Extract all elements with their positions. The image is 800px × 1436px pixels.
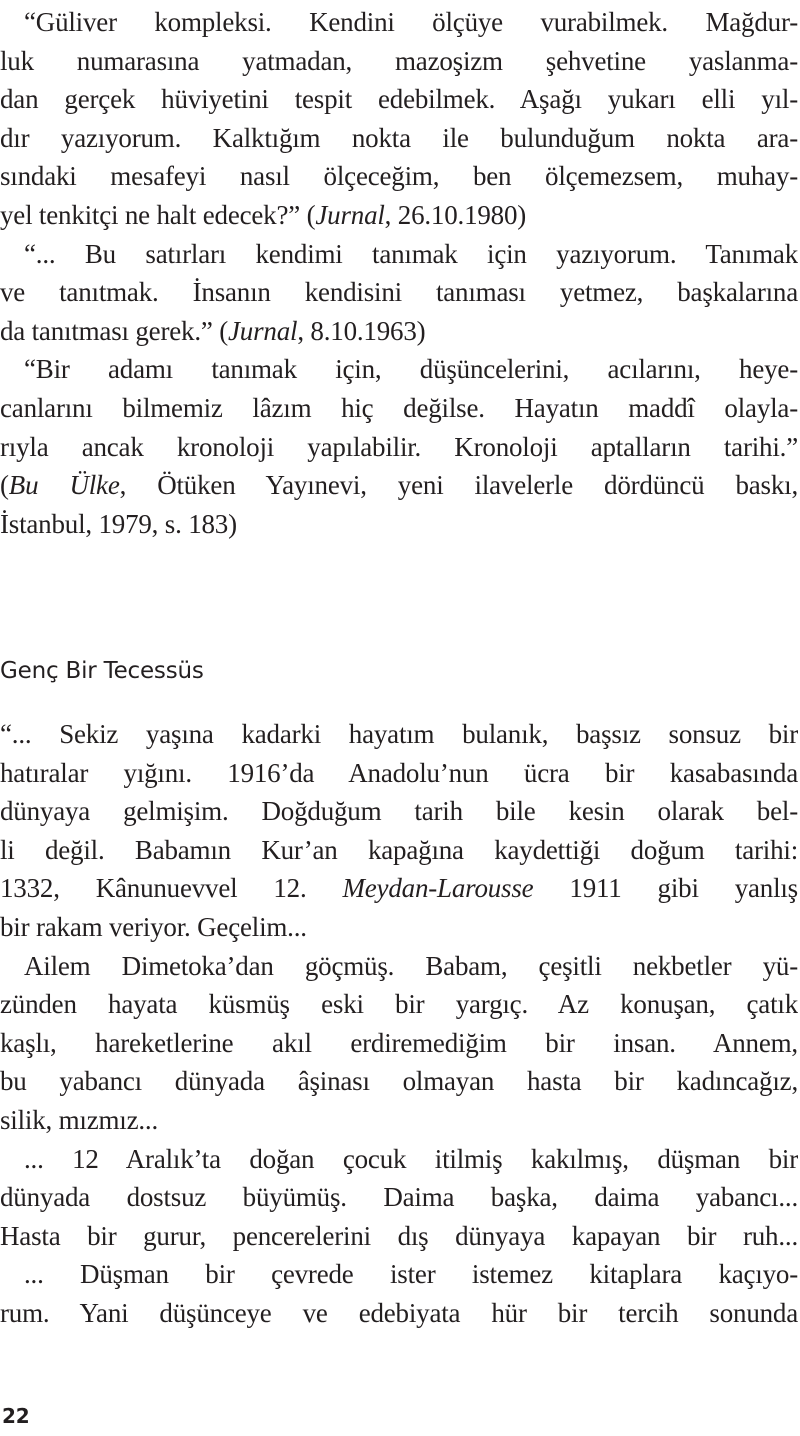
italic-title: Jurnal — [228, 315, 298, 346]
text-line: dan gerçek hüviyetini tespit edebilmek. Aşağı yukarı elli yıl- — [0, 84, 798, 115]
text-line: (Bu Ülke, Ötüken Yayınevi, yeni ilavelerle dördüncü baskı, — [0, 470, 798, 501]
text-line: “Bir adamı tanımak için, düşüncelerini, acılarını, heye- — [24, 354, 798, 385]
italic-title: Jurnal — [315, 199, 385, 230]
text-line: rum. Yani düşünceye ve edebiyata hür bir tercih sonunda — [0, 1297, 798, 1328]
section-heading: Genç Bir Tecessüs — [0, 658, 204, 684]
text-line: Ailem Dimetoka’dan göçmüş. Babam, çeşitli nekbetler yü- — [24, 950, 798, 981]
italic-title: Meydan-Larousse — [342, 873, 534, 904]
text-line: canlarını bilmemiz lâzım hiç değilse. Hayatın maddî olayla- — [0, 392, 798, 423]
text-line: dünyaya gelmişim. Doğduğum tarih bile kesin olarak bel- — [0, 796, 798, 827]
text-line: li değil. Babamın Kur’an kapağına kaydettiği doğum tarihi: — [0, 834, 798, 865]
text-line: ve tanıtmak. İnsanın kendisini tanıması yetmez, başkalarına — [0, 277, 798, 308]
page-number: 22 — [2, 1404, 30, 1428]
text-line: sındaki mesafeyi nasıl ölçeceğim, ben ölçemezsem, muhay- — [0, 161, 798, 192]
text-line: ... 12 Aralık’ta doğan çocuk itilmiş kakılmış, düşman bir — [24, 1143, 798, 1174]
text-line: “... Bu satırları kendimi tanımak için yazıyorum. Tanımak — [24, 238, 798, 269]
text-line: bir rakam veriyor. Geçelim... — [0, 911, 307, 942]
text-line: 1332, Kânunuevvel 12. Meydan-Larousse 1911 gibi yanlış — [0, 873, 798, 904]
text-line: ... Düşman bir çevrede ister istemez kitaplara kaçıyo- — [24, 1259, 798, 1290]
text-line: da tanıtması gerek.” (Jurnal, 8.10.1963) — [0, 315, 426, 346]
text-line: dır yazıyorum. Kalktığım nokta ile bulunduğum nokta ara- — [0, 122, 798, 153]
text-line: rıyla ancak kronoloji yapılabilir. Kronoloji aptalların tarihi.” — [0, 431, 798, 462]
biography-section — [0, 715, 800, 1333]
italic-title: Bu Ülke — [8, 470, 120, 501]
text-line: dünyada dostsuz büyümüş. Daima başka, daima yabancı... — [0, 1182, 798, 1213]
text-line: kaşlı, hareketlerine akıl erdiremediğim bir insan. Annem, — [0, 1027, 798, 1058]
text-line: “Güliver kompleksi. Kendini ölçüye vurabilmek. Mağdur- — [24, 7, 798, 37]
text-line: “... Sekiz yaşına kadarki hayatım bulanık, başsız sonsuz bir — [0, 719, 798, 749]
quotes-section — [0, 3, 800, 543]
text-line: silik, mızmız... — [0, 1104, 159, 1135]
text-line: hatıralar yığını. 1916’da Anadolu’nun ücra bir kasabasında — [0, 757, 798, 788]
text-line: bu yabancı dünyada âşinası olmayan hasta bir kadıncağız, — [0, 1066, 798, 1097]
text-line: İstanbul, 1979, s. 183) — [0, 508, 237, 539]
text-line: yel tenkitçi ne halt edecek?” (Jurnal, 26.10.1980) — [0, 199, 527, 230]
text-line: luk numarasına yatmadan, mazoşizm şehvetine yaslanma- — [0, 45, 798, 76]
text-line: zünden hayata küsmüş eski bir yargıç. Az konuşan, çatık — [0, 989, 798, 1020]
text-line: Hasta bir gurur, pencerelerini dış dünyaya kapayan bir ruh... — [0, 1220, 798, 1251]
